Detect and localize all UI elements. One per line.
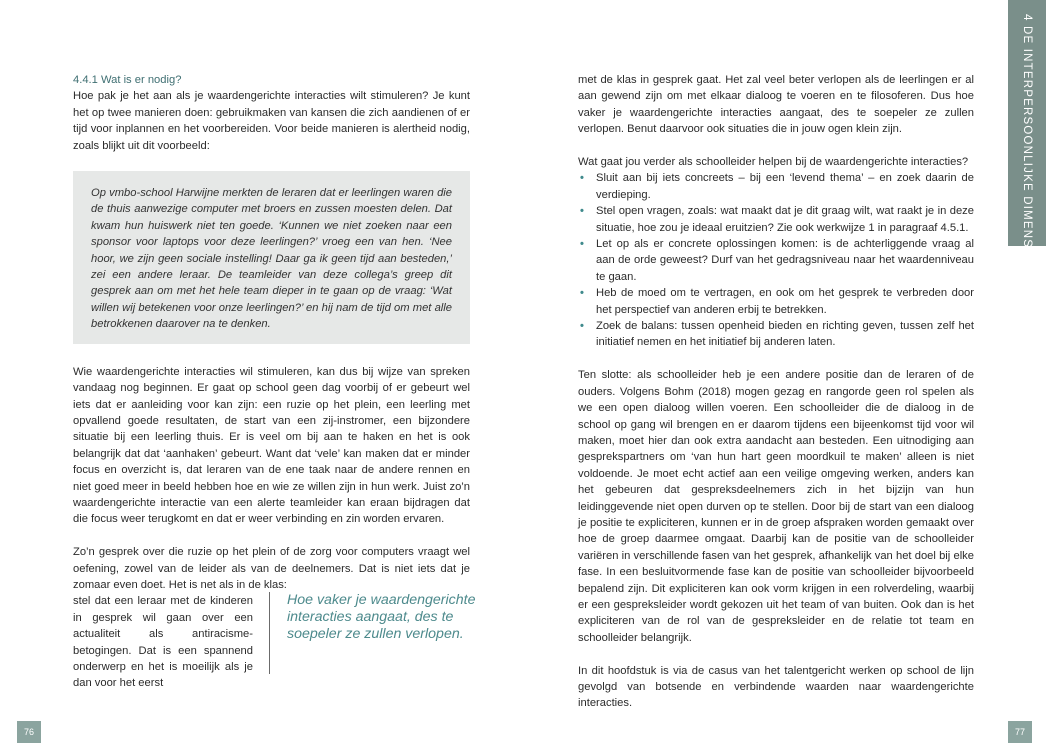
list-item: • Heb de moed om te vertragen, en ook om het gesprek te verbreden door het perspectief van anderen erbij te betrekken. [580, 287, 974, 316]
right-page-column [578, 72, 974, 712]
right-paragraph-three: Ten slotte: als schoolleider heb je een andere positie dan de leraren of de ouders. Volgens Bohm (2018) mogen gezag en rangorde geen rol spelen als we een open dialoog willen voeren. Een schoolleider die de dialoog in de school op gang wil brengen en er daarom tijdens een bijeenkomst tijd voor wil maken, moet hier dan ook extra aandacht aan besteden. Een uitnodiging aan gesprekspartners om ‘van hun hart geen moordkuil te maken’ alleen is niet voldoende. Je moet echt actief aan een veilige omgeving werken, anders kan het gebeuren dat gespreksdeelnemers zich in het bijzijn van hun leidinggevende niet open durven op te stellen. Door bij de start van een dialoog je positie te expliciteren, kunnen er in de groep afspraken worden gemaakt over hoe de groep daarmee omgaat. Daarbij kan de positie van de schoolleider variëren in verschillende fasen van het gesprek, afhankelijk van het doel bij elke fase. In een besluitvormende fase kan de positie van schoolleider bijvoorbeeld bepalend zijn. Dit expliciteren kan ook vorm krijgen in een rolverdeling, waarbij er een gespreksleider wordt gekozen uit het team of van buiten. Ook dan is het expliciteren van de rol van de gespreksleider en de relatie tot team en schoolleider belangrijk. [578, 369, 974, 644]
intro-paragraph: Hoe pak je het aan als je waardengerichte interacties wilt stimuleren? Je kunt het op twee manieren doen: gebruikmaken van kansen die zich aandienen of er tijd voor inplannen en het voorbereiden. Voor beide manieren is alertheid nodig, zoals blijkt uit dit voorbeeld: [73, 90, 470, 152]
right-paragraph-four: In dit hoofdstuk is via de casus van het talentgericht werken op school de lijn gevolgd van botsende en verbindende waarden naar waardengerichte interacties. [578, 664, 974, 710]
list-item: • Sluit aan bij iets concreets – bij een ‘levend thema’ – en zoek daarin de verdieping. [580, 172, 974, 201]
bullet-icon: • [580, 238, 584, 251]
page-number-left: 76 [17, 721, 41, 743]
chapter-tab [1008, 0, 1046, 262]
paragraph-three-continued: stel dat een leraar met de kinderen in gesprek wil gaan over een actualiteit als antiracisme-betogingen. Dat is een spannend onderwerp en het is moeilijk als je dan voor het eerst [73, 595, 253, 690]
bullet-icon: • [580, 287, 584, 300]
chapter-tab-label: 4 DE INTERPERSOONLIJKE DIMENSIE [1021, 14, 1033, 262]
question-line: Wat gaat jou verder als schoolleider helpen bij de waardengerichte interacties? [578, 156, 969, 169]
paragraph-three: Zo’n gesprek over die ruzie op het plein of de zorg voor computers vraagt wel oefening, zowel van de leider als van de deelnemers. Dat is niet iets dat je zomaar even doet. Het is net als in de klas: [73, 546, 470, 591]
section-heading: 4.4.1 Wat is er nodig? [73, 74, 182, 86]
pull-quote: Hoe vaker je waardengerichte interacties aangaat, des te soepeler ze zullen verlopen. [269, 592, 487, 674]
tips-list [578, 170, 974, 350]
bullet-icon: • [580, 172, 584, 185]
bullet-icon: • [580, 205, 584, 218]
page-number-right: 77 [1008, 721, 1032, 743]
right-paragraph-one: met de klas in gesprek gaat. Het zal veel beter verlopen als de leerlingen er al aan gewend zijn om met elkaar dialoog te voeren en te filosoferen. Dus hoe vaker je waardengerichte interacties aangaat, des te soepeler ze zullen verlopen. Benut daarvoor ook situaties die in jouw ogen klein zijn. [578, 74, 974, 136]
example-box [73, 171, 470, 344]
list-item: • Stel open vragen, zoals: wat maakt dat je dit graag wilt, wat raakt je in deze situatie, hoe zou je ideaal eruitzien? Zie ook werkwijze 1 in paragraaf 4.5.1. [580, 205, 974, 234]
list-item: • Zoek de balans: tussen openheid bieden en richting geven, tussen zelf het initiatief nemen en het initiatief bij anderen laten. [580, 320, 974, 349]
list-item: • Let op als er concrete oplossingen komen: is de achterliggende vraag al aan de orde geweest? Durf van het gedragsniveau naar het waardenniveau te gaan. [580, 238, 974, 283]
example-text: Op vmbo-school Harwijne merkten de leraren dat er leerlingen waren die de thuis aanwezige computer met broers en zussen moesten delen. Dat kwam hun huiswerk niet ten goede. ‘Kunnen we niet zoeken naar een sponsor voor laptops voor deze leerlingen?’ vroeg een van hen. ‘Nee hoor, we zijn geen sociale instelling! Daar ga ik geen tijd aan besteden,’ zei een andere leraar. De teamleider van deze collega’s greep dit gesprek aan om met het hele team dieper in te gaan op de vraag: ‘Wat willen wij betekenen voor onze leerlingen?’ en hij nam de tijd om met alle betrokkenen daarover na te denken. [91, 187, 452, 331]
pull-quote-section [73, 592, 476, 691]
left-page-column [73, 72, 476, 692]
bullet-icon: • [580, 320, 584, 333]
paragraph-two: Wie waardengerichte interacties wil stimuleren, kan dus bij wijze van spreken vandaag nog beginnen. Er gaat op school geen dag voorbij of er gebeurt wel iets dat er aanleiding voor kan zijn: een ruzie op het plein, een leerling met opvallend goede resultaten, de start van een zij-instromer, een bijzondere situatie bij een leerling thuis. Er is veel om bij aan te haken en het is ook belangrijk dat dat ‘aanhaken’ gebeurt. Want dat ‘vele’ kan maken dat er minder focus en overzicht is, dat leraren van de ene taak naar de andere rennen en niet goed meer in beeld hebben hoe en wie ze willen zijn in hun werk. Juist zo’n waardengerichte interactie van een alerte teamleider kan eraan bijdragen dat die focus weer terugkomt en dat er weer verbinding en zin worden ervaren. [73, 365, 470, 526]
